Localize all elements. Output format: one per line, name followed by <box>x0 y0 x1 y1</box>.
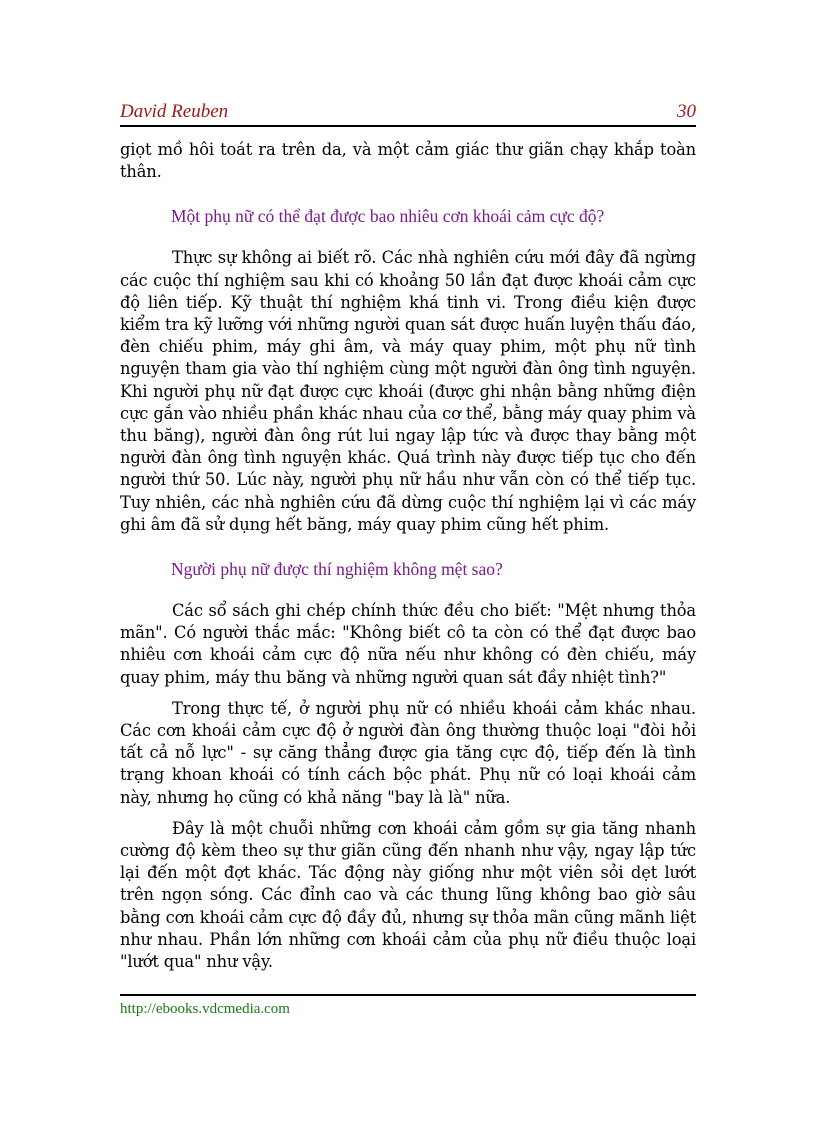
paragraph-1: Thực sự không ai biết rõ. Các nhà nghiên cứu mới đây đã ngừng các cuộc thí nghiệm sau khi có khoảng 50 lần đạt được khoái cảm cực độ liên tiếp. Kỹ thuật thí nghiệm khá tinh vi. Trong điều kiện được kiểm tra kỹ lưỡng với những người quan sát được huấn luyện thấu đáo, đèn chiếu phim, máy ghi âm, và máy quay phim, một phụ nữ tình nguyện tham gia vào thí nghiệm cùng một người đàn ông tình nguyện. Khi người phụ nữ đạt được cực khoái (được ghi nhận bằng những điện cực gắn vào nhiều phần khác nhau của cơ thể, bằng máy quay phim và thu băng), người đàn ông rút lui ngay lập tức và được thay bằng một người đàn ông tình nguyện khác. Quá trình này được tiếp tục cho đến người thứ 50. Lúc này, người phụ nữ hầu như vẫn còn có thể tiếp tục. Tuy nhiên, các nhà nghiên cứu đã dừng cuộc thí nghiệm lại vì các máy ghi âm đã sử dụng hết băng, máy quay phim cũng hết phim. <box>120 248 696 534</box>
page-content <box>120 139 696 973</box>
paragraph-2: Các sổ sách ghi chép chính thức đều cho biết: "Mệt nhưng thỏa mãn". Có người thắc mắc: "Không biết cô ta còn có thể đạt được bao nhiêu cơn khoái cảm cực độ nữa nếu như không có đèn chiếu, máy quay phim, máy thu băng và những người quan sát đầy nhiệt tình?" <box>120 601 696 687</box>
section-heading-2: Người phụ nữ được thí nghiệm không mệt sao? <box>171 559 503 580</box>
paragraph-3: Trong thực tế, ở người phụ nữ có nhiều khoái cảm khác nhau. Các cơn khoái cảm cực độ ở người đàn ông thường thuộc loại "đòi hỏi tất cả nỗ lực" - sự căng thẳng được gia tăng cực độ, tiếp đến là tình trạng khoan khoái có tính cách bộc phát. Phụ nữ có loại khoái cảm này, nhưng họ cũng có khả năng "bay là là" nữa. <box>120 698 696 807</box>
footer-divider <box>120 994 696 996</box>
section-heading-1: Một phụ nữ có thể đạt được bao nhiêu cơn khoái cảm cực độ? <box>171 206 605 227</box>
page-number: 30 <box>677 101 696 122</box>
footer-link[interactable]: http://ebooks.vdcmedia.com <box>120 1001 290 1017</box>
paragraph-4: Đây là một chuỗi những cơn khoái cảm gồm sự gia tăng nhanh cường độ kèm theo sự thư giãn cũng đến nhanh như vậy, ngay lập tức lại đến một đợt khác. Tác động này giống như một viên sỏi dẹt lướt trên ngọn sóng. Các đỉnh cao và các thung lũng không bao giờ sâu bằng cơn khoái cảm cực độ đầy đủ, nhưng sự thỏa mãn cũng mãnh liệt như nhau. Phần lớn những cơn khoái cảm của phụ nữ điều thuộc loại "lướt qua" như vậy. <box>120 818 696 972</box>
page-header <box>120 100 696 124</box>
paragraph-intro: giọt mồ hôi toát ra trên da, và một cảm giác thư giãn chạy khắp toàn thân. <box>120 140 696 182</box>
header-divider <box>120 125 696 127</box>
header-author: David Reuben <box>120 101 229 122</box>
